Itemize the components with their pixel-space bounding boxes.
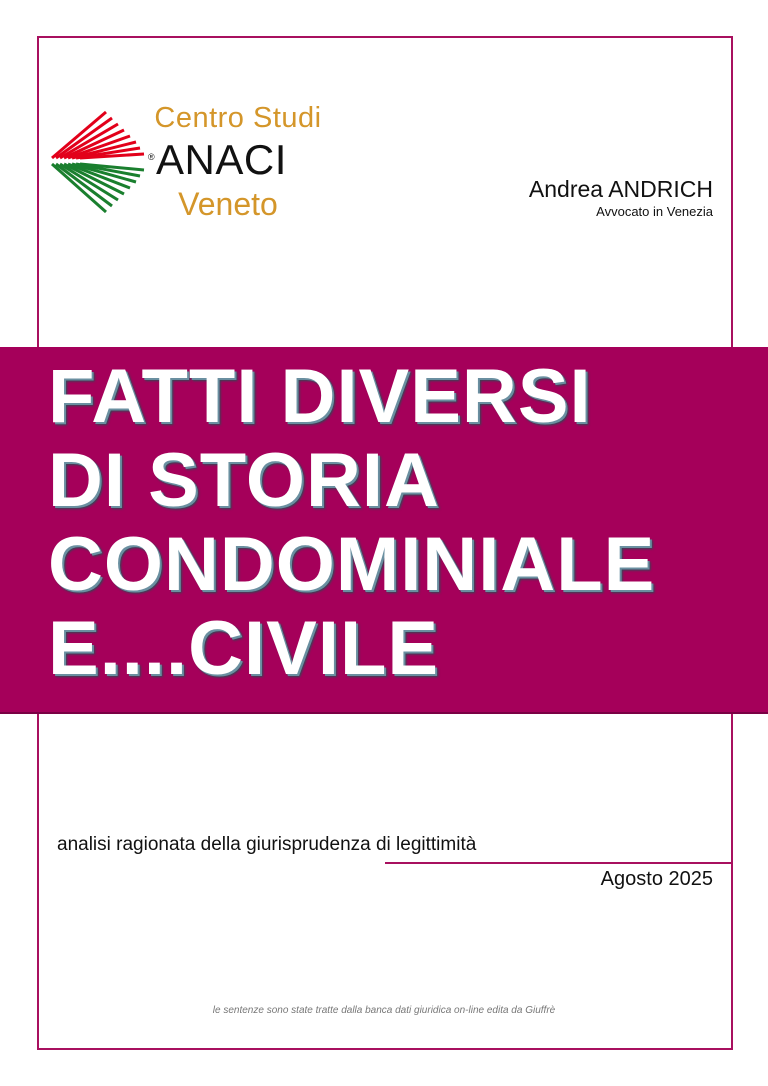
- title-banner: [0, 347, 768, 714]
- document-subtitle: analisi ragionata della giurisprudenza di legittimità: [57, 834, 477, 855]
- source-footnote: le sentenze sono state tratte dalla banca dati giuridica on-line edita da Giuffrè: [212, 1005, 556, 1016]
- anaci-fan-icon: [48, 108, 148, 218]
- logo-text-veneto: Veneto: [178, 186, 278, 222]
- logo-registered-mark: ®: [148, 152, 155, 162]
- logo-text-centro-studi: Centro Studi: [154, 102, 322, 134]
- title-line: FATTI DIVERSI: [48, 354, 592, 439]
- publication-date: Agosto 2025: [600, 868, 713, 890]
- document-title: [48, 355, 655, 691]
- title-line: CONDOMINIALE: [48, 522, 656, 607]
- title-line: DI STORIA: [48, 438, 440, 523]
- author-block: [529, 176, 713, 219]
- subtitle-divider: [385, 862, 733, 864]
- author-role: Avvocato in Venezia: [596, 204, 713, 219]
- title-line: E....CIVILE: [48, 606, 440, 691]
- author-name: Andrea ANDRICH: [528, 176, 713, 202]
- logo-text-anaci: ANACI: [156, 136, 287, 183]
- anaci-logo: [48, 100, 338, 230]
